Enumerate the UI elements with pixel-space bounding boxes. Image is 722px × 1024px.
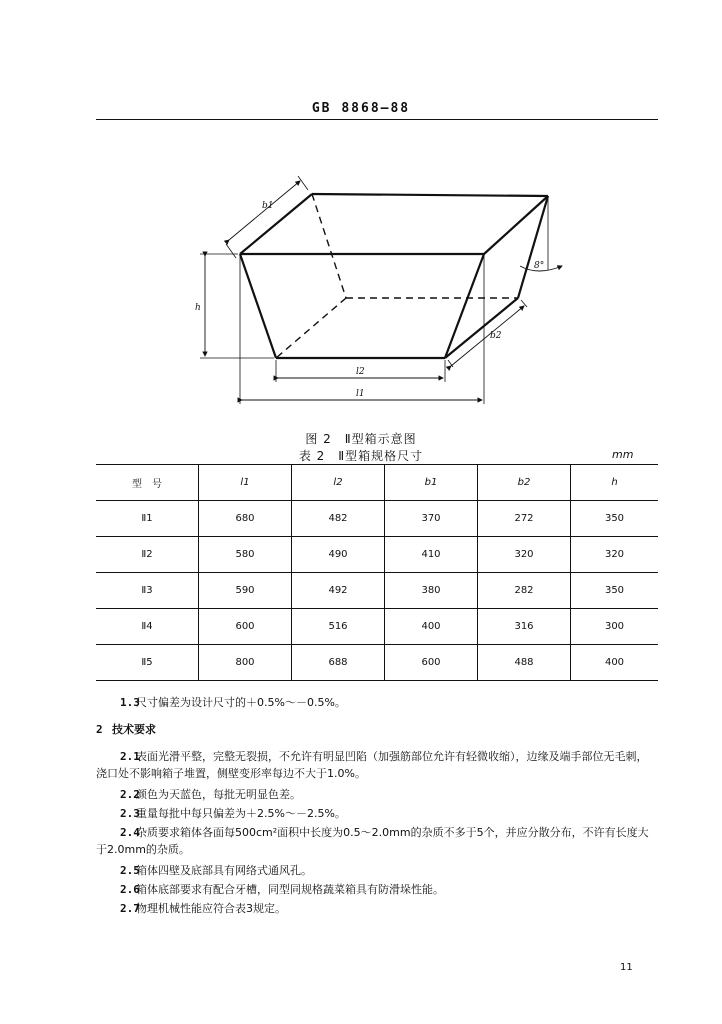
clause-2-3: 2.3重量每批中每只偏差为＋2.5%～－2.5%。 — [120, 807, 346, 820]
back-right-edge — [518, 196, 548, 298]
cell-b2: 320 — [478, 537, 571, 573]
cell-l1: 600 — [199, 609, 292, 645]
cell-model: Ⅱ5 — [96, 645, 199, 681]
cell-model: Ⅱ1 — [141, 513, 153, 524]
table-row — [96, 501, 658, 537]
cell-model: Ⅱ2 — [96, 537, 199, 573]
cell-l2: 516 — [292, 609, 385, 645]
cell-b1: 410 — [385, 537, 478, 573]
table-row — [96, 537, 658, 573]
cell-b1: 600 — [385, 645, 478, 681]
cell-h: 350 — [571, 501, 659, 537]
cell-l2: 688 — [292, 645, 385, 681]
cell-l1: 590 — [199, 573, 292, 609]
cell-b1: 380 — [385, 573, 478, 609]
cell-l2: 490 — [292, 537, 385, 573]
clause-2-5: 2.5箱体四壁及底部具有网络式通风孔。 — [120, 864, 312, 877]
table-row — [96, 609, 658, 645]
clause-2-4: 2.4杂质要求箱体各面每500cm²面积中长度为0.5～2.0mm的杂质不多于5个，并应分散分布，不许有长度大于2.0mm的杂质。 — [96, 826, 649, 856]
cell-b2: 488 — [478, 645, 571, 681]
front-left-edge — [240, 254, 276, 358]
cell-l2: 482 — [292, 501, 385, 537]
table-unit: mm — [612, 448, 634, 461]
table-row — [96, 645, 658, 681]
cell-h: 400 — [571, 645, 659, 681]
label-b1: b1 — [262, 201, 274, 211]
cell-model: Ⅱ3 — [96, 573, 199, 609]
top-back-edge — [312, 194, 548, 196]
col-b1: b1 — [385, 465, 478, 501]
cell-h: 300 — [571, 609, 659, 645]
label-h: h — [195, 303, 201, 313]
figure-caption: 图 2 Ⅱ型箱示意图 — [305, 432, 417, 446]
label-l1: l1 — [356, 389, 365, 399]
cell-b2: 282 — [478, 573, 571, 609]
clause-2-1: 2.1表面光滑平整，完整无裂损，不允许有明显凹陷（加强筋部位允许有轻微收缩），边缘及端手部位无毛刺，浇口处不影响箱子堆置，侧壁变形率每边不大于1.0%。 — [96, 750, 648, 780]
cell-b1: 400 — [385, 609, 478, 645]
top-left-edge — [240, 194, 312, 254]
cell-b2: 272 — [478, 501, 571, 537]
clause-2-2: 2.2颜色为天蓝色，每批无明显色差。 — [120, 788, 301, 801]
col-l2: l2 — [292, 465, 385, 501]
page-number: 11 — [620, 962, 633, 973]
col-l1: l1 — [199, 465, 292, 501]
col-h: h — [571, 465, 659, 501]
clause-2-6: 2.6箱体底部要求有配合牙槽，同型同规格蔬菜箱具有防滑垛性能。 — [120, 883, 444, 896]
spec-table — [96, 464, 658, 681]
standard-header: GB 8868—88 — [311, 101, 411, 116]
label-b2: b2 — [490, 331, 502, 341]
box-diagram — [0, 0, 722, 430]
col-model: 型 号 — [96, 465, 199, 501]
cell-model: Ⅱ4 — [96, 609, 199, 645]
cell-b1: 370 — [385, 501, 478, 537]
cell-l1: 800 — [199, 645, 292, 681]
table-header-row — [96, 465, 658, 501]
cell-l1: 680 — [199, 501, 292, 537]
cell-l1: 580 — [199, 537, 292, 573]
cell-h: 320 — [571, 537, 659, 573]
cell-b2: 316 — [478, 609, 571, 645]
cell-h: 350 — [571, 573, 659, 609]
clause-2-7: 2.7物理机械性能应符合表3规定。 — [120, 902, 286, 915]
clause-1-3: 1.3尺寸偏差为设计尺寸的＋0.5%～－0.5%。 — [120, 696, 346, 709]
table-caption: 表 2 Ⅱ型箱规格尺寸 — [298, 449, 424, 463]
section-2-heading: 2 技术要求 — [96, 723, 156, 736]
cell-l2: 492 — [292, 573, 385, 609]
label-angle: 8° — [534, 261, 545, 271]
col-b2: b2 — [478, 465, 571, 501]
label-l2: l2 — [356, 367, 365, 377]
table-row — [96, 573, 658, 609]
